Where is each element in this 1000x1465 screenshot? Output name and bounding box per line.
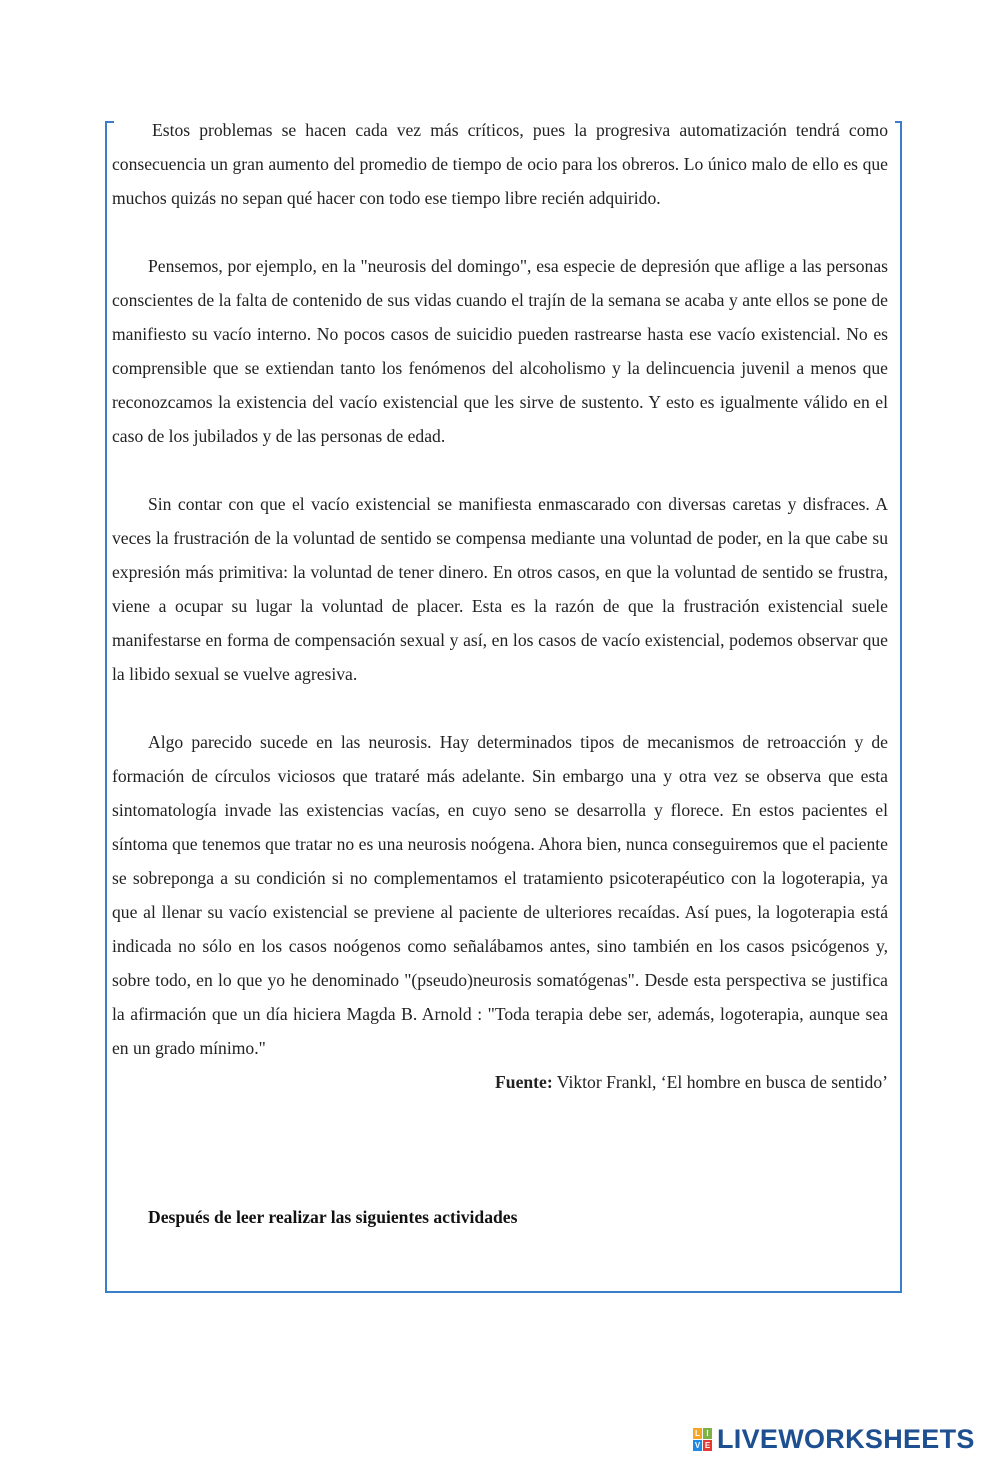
liveworksheets-mark-icon (693, 1426, 715, 1452)
mark-letter-l: L (693, 1428, 702, 1439)
logo-text: LIVEWORKSHEETS (717, 1423, 975, 1454)
source-text: Viktor Frankl, ‘El hombre en busca de sentido’ (556, 1072, 888, 1092)
liveworksheets-logo[interactable] (693, 1422, 975, 1456)
paragraph-4: Algo parecido sucede en las neurosis. Hay determinados tipos de mecanismos de retroacción y de formación de círculos viciosos que trataré más adelante. Sin embargo una y otra vez se observa que esta sintomatología invade las existencias vacías, en cuyo seno se desarrolla y florece. En estos pacientes el síntoma que tenemos que tratar no es una neurosis noógena. Ahora bien, nunca conseguiremos que el paciente se sobreponga a su condición si no complementamos el tratamiento psicoterapéutico con la logoterapia, ya que al llenar su vacío existencial se previene al paciente de ulteriores recaídas. Así pues, la logoterapia está indicada no sólo en los casos noógenos como señalábamos antes, sino también en los casos psicógenos y, sobre todo, en lo que yo he denominado "(pseudo)neurosis somatógenas". Desde esta perspectiva se justifica la afirmación que un día hiciera Magda B. Arnold : "Toda terapia debe ser, además, logoterapia, aunque sea en un grado mínimo." (112, 732, 888, 1058)
frame-right-border (900, 121, 902, 1291)
reading-text (112, 113, 888, 1133)
activities-heading: Después de leer realizar las siguientes actividades (148, 1207, 518, 1227)
paragraph-3: Sin contar con que el vacío existencial se manifiesta enmascarado con diversas caretas y disfraces. A veces la frustración de la voluntad de sentido se compensa mediante una voluntad de poder, en la que cabe su expresión más primitiva: la voluntad de tener dinero. En otros casos, en que la voluntad de sentido se frustra, viene a ocupar su lugar la voluntad de placer. Esta es la razón de que la frustración existencial suele manifestarse en forma de compensación sexual y así, en los casos de vacío existencial, podemos observar que la libido sexual se vuelve agresiva. (112, 494, 888, 684)
paragraph-1: Estos problemas se hacen cada vez más críticos, pues la progresiva automatización tendrá como consecuencia un gran aumento del promedio de tiempo de ocio para los obreros. Lo único malo de ello es que muchos quizás no sepan qué hacer con todo ese tiempo libre recién adquirido. (112, 120, 888, 208)
paragraph-2: Pensemos, por ejemplo, en la "neurosis del domingo", esa especie de depresión que aflige a las personas conscientes de la falta de contenido de sus vidas cuando el trajín de la semana se acaba y ante ellos se pone de manifiesto su vacío interno. No pocos casos de suicidio pueden rastrearse hasta ese vacío existencial. No es comprensible que se extiendan tanto los fenómenos del alcoholismo y la delincuencia juvenil a menos que reconozcamos la existencia del vacío existencial que les sirve de sustento. Y esto es igualmente válido en el caso de los jubilados y de las personas de edad. (112, 256, 888, 446)
source-citation (112, 1065, 888, 1099)
mark-letter-i: I (703, 1428, 712, 1439)
mark-letter-v: V (694, 1441, 701, 1450)
mark-letter-e: E (704, 1441, 711, 1450)
source-label: Fuente: (495, 1072, 553, 1092)
